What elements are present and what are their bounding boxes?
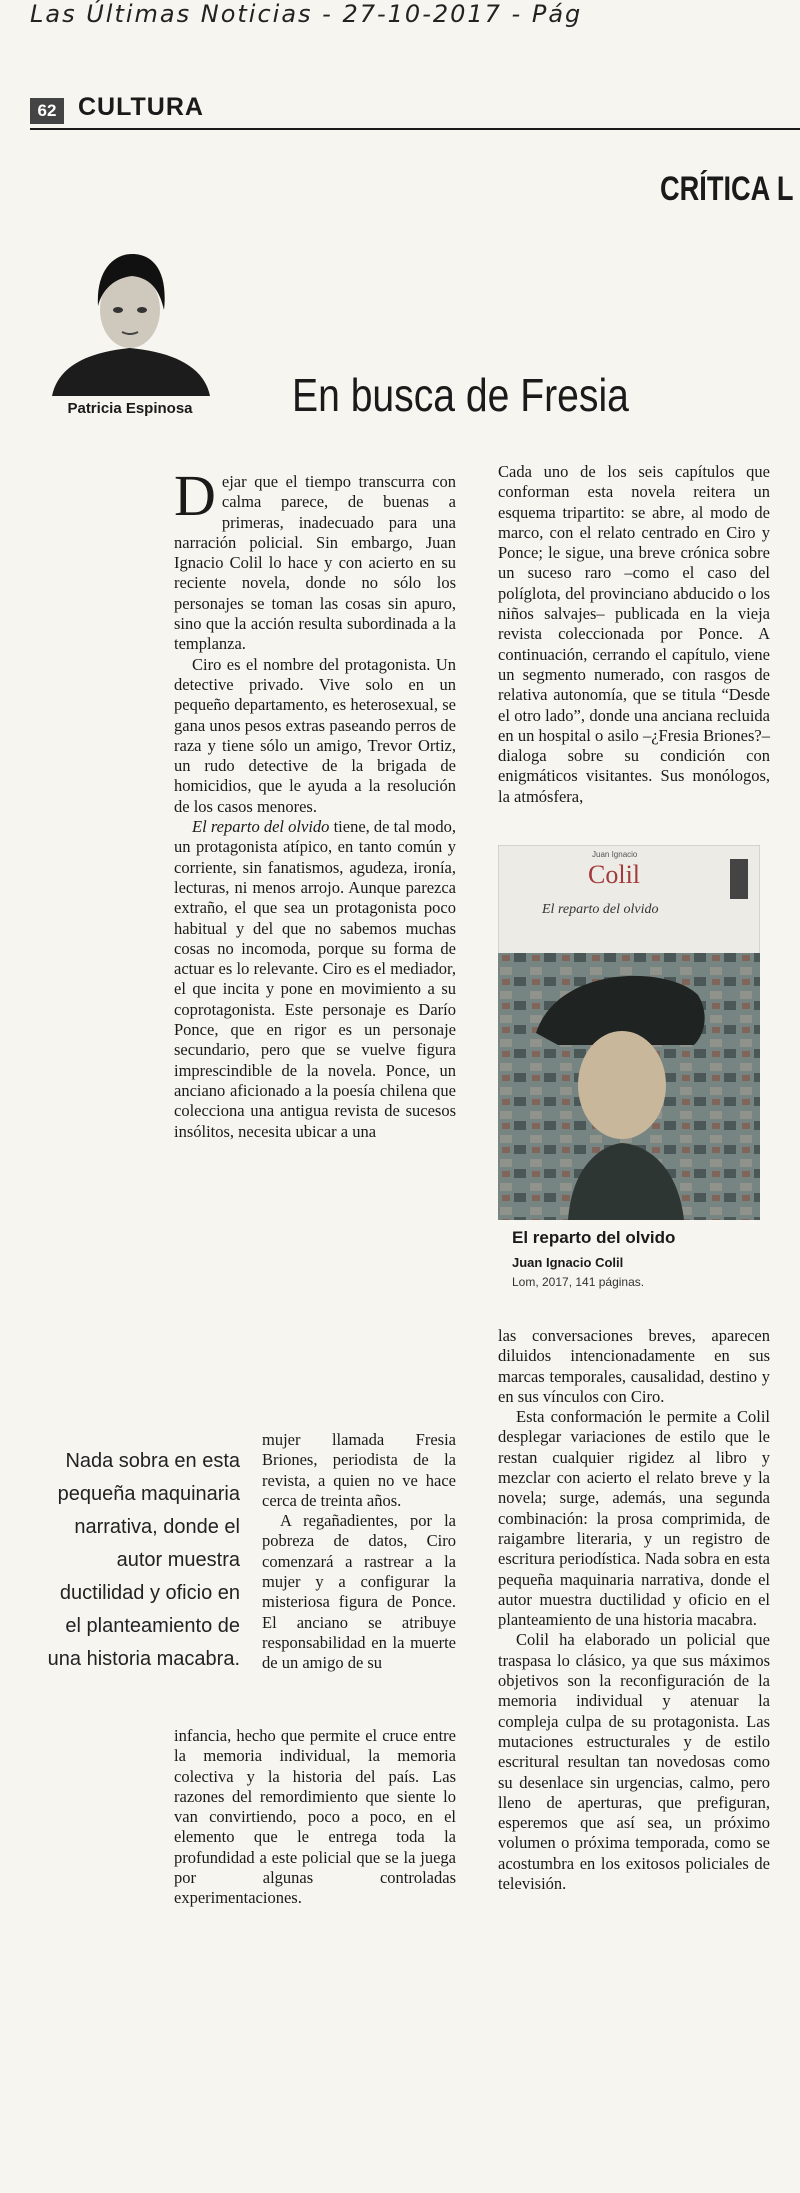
book-title: El reparto del olvido bbox=[512, 1228, 676, 1247]
book-author: Juan Ignacio Colil bbox=[512, 1255, 624, 1270]
paragraph: Ciro es el nombre del protagonista. Un detective privado. Vive solo en un pequeño departamento, es heterosexual, se gana unos pesos extras paseando perros de raza y tiene sólo un amigo, Trevor Ortiz, un rudo detective de la brigada de homicidios, que le ayuda a la resolución de los casos menores. bbox=[174, 654, 456, 816]
paragraph: Dejar que el tiempo transcurra con calma parece, de buenas a primeras, inadecuado para una narración policial. Sin embargo, Juan Ignacio Colil lo hace y con acierto en su reciente novela, donde no sólo los personajes se toman las cosas sin apuro, sino que la acción resulta subordinada a la templanza. bbox=[174, 463, 456, 654]
book-publication: Lom, 2017, 141 páginas. bbox=[512, 1275, 645, 1289]
paragraph: las conversaciones breves, aparecen diluidos intencionadamente en sus marcas temporales, causalidad, destino y en sus vínculos con Ciro. bbox=[498, 1326, 770, 1406]
article-column-2 bbox=[498, 462, 770, 807]
book-cover-author: Colil bbox=[588, 860, 641, 889]
article-column-1 bbox=[174, 463, 457, 1142]
article-column-1-narrow bbox=[262, 1430, 456, 1674]
paragraph: A regañadientes, por la pobreza de datos, Ciro comenzará a rastrear a la mujer y a configurar la misteriosa figura de Ponce. El anciano se atribuye responsabilidad en la muerte de un amigo de su bbox=[262, 1511, 456, 1673]
section-title: CULTURA bbox=[78, 93, 204, 121]
paragraph: infancia, hecho que permite el cruce entre la memoria individual, la memoria colectiva y la historia del país. Las razones del remordimiento que siente lo van convirtiendo, poco a poco, en el elemento que le entrega toda la profundidad a este policial que se la juega por algunas controladas experimentaciones. bbox=[174, 1726, 456, 1908]
paragraph: Cada uno de los seis capítulos que conforman esta novela reitera un esquema tripartito: se abre, al modo de marco, con el relato centrado en Ciro y Ponce; le sigue, una breve crónica sobre un suceso raro –como el caso del políglota, del provinciano abducido o los niños salvajes– publicada en la vieja revista coleccionada por Ponce. A continuación, cerrando el capítulo, viene un segmento numerado, con rasgos de relativa autonomía, que se titula “Desde el otro lado”, donde una anciana recluida en un hospital o asilo –¿Fresia Briones?– dialoga sobre su condición con enigmáticos visitantes. Sus monólogos, la atmósfera, bbox=[498, 462, 770, 806]
page-number: 62 bbox=[30, 98, 64, 124]
paragraph: El reparto del olvido tiene, de tal modo, un protagonista atípico, en tanto común y corriente, sin fanatismos, agudeza, ironía, lecturas, ni menos arrojo. Aunque parezca extraño, el que sea un protagonista poco habitual y del que no sabemos muchas cosas no incomoda, porque su forma de actuar es lo relevante. Ciro es el mediador, el que incita y pone en movimiento a su coprotagonista. Este personaje es Darío Ponce, que en rigor es un personaje secundario, pero que se vuelve figura imprescindible de la novela. Ponce, un anciano aficionado a la poesía chilena que colecciona una antigua revista de sucesos insólitos, necesita ubicar a una bbox=[174, 817, 457, 1141]
paragraph: mujer llamada Fresia Briones, periodista de la revista, a quien no ve hace cerca de treinta años. bbox=[262, 1430, 456, 1510]
paragraph: Colil ha elaborado un policial que traspasa lo clásico, ya que sus máximos objetivos son la reconfiguración de la memoria individual y atenuar la compleja culpa de su protagonista. Las mutaciones estructurales y de estilo escritural resultan tan novedosas como su desenlace sin urgencias, calmo, pero lleno de aperturas, que prefiguran, esperemos que así sea, un próximo volumen o próxima temporada, como se acostumbra en los exitosos policiales de televisión. bbox=[498, 1630, 770, 1894]
article-column-2-bottom bbox=[498, 1326, 770, 1894]
book-cover-author-small: Juan Ignacio bbox=[592, 850, 638, 859]
book-cover-subtitle: El reparto del olvido bbox=[542, 902, 659, 917]
author-photo bbox=[44, 248, 216, 396]
article-column-1-bottom bbox=[174, 1726, 456, 1909]
headline: En busca de Fresia bbox=[292, 369, 629, 421]
drop-cap: D bbox=[174, 463, 216, 528]
author-byline: Patricia Espinosa bbox=[67, 400, 193, 417]
pull-quote: Nada sobra en esta pequeña maquinaria narrativa, donde el autor muestra ductilidad y oficio en el planteamiento de una historia macabra. bbox=[47, 1450, 240, 1670]
paragraph: Esta conformación le permite a Colil desplegar variaciones de estilo que le restan cualquier rigidez al libro y mezclar con acierto el relato breve y la novela; surge, además, una segunda combinación: la prosa comprimida, de raigambre literaria, y un registro de escritura periodística. Nada sobra en esta pequeña maquinaria narrativa, donde el autor muestra ductilidad y oficio en el planteamiento de una historia macabra. bbox=[498, 1407, 770, 1630]
handwritten-date-note: Las Últimas Noticias - 27-10-2017 - Pág bbox=[30, 0, 583, 28]
header-rule bbox=[30, 128, 800, 130]
critica-label: CRÍTICA L bbox=[660, 170, 794, 208]
book-title-italic: El reparto del olvido bbox=[192, 817, 330, 837]
